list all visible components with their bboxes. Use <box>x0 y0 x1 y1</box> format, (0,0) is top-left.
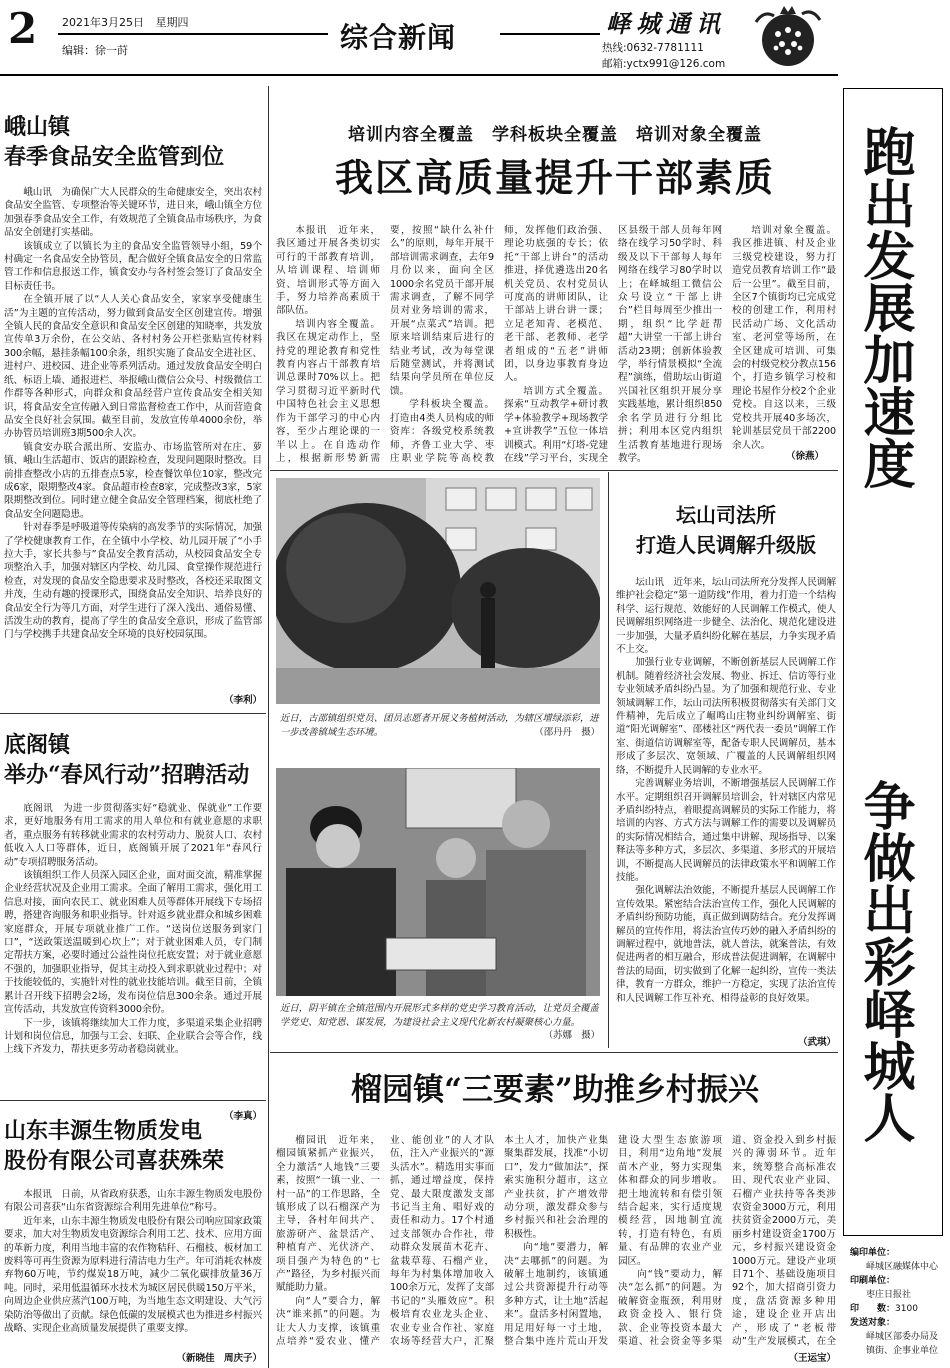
liuyuan-byline: （王运宝） <box>788 1353 836 1364</box>
article-title-line1: 坛山司法所 <box>676 503 776 527</box>
divider <box>270 470 838 471</box>
liuyuan-title: 榴园镇“三要素”助推乡村振兴 <box>351 1072 759 1108</box>
paragraph: 完善调解业务培训，不断增强基层人民调解工作水平。定期组织召开调解员培训会，针对辖区内常见矛盾纠纷特点，着眼提高调解员的实际工作能力，将培训的内容、方式方法与调解工作的需要以及调解员的实际情况相结合，通过集中讲解、现场指导、以案释法等多种方式，多层次、多渠道、多形式的开展培训，不断提高人民调解员的法律政策水平和调解工作技能。 <box>616 778 836 883</box>
paragraph: 培训内容全覆盖。我区在规定动作上，坚持党的理论教育和党性教育内容占干部教育培训总课时70%以上。把学习贯彻习近平新时代中国特色社会主义思想作为干部学习的中心内容，至少占理论课的一半以上。在自选动作上，根据新形势新需要，按照“缺什么补什么”的原则，每年开展干部培训需求调查，去年9月份以来，面向全区1000余名党员干部开展需求调查，了解不同学员对业务培训的需求，开展“点菜式”培训。把原来培训结束后进行的结业考试，改为每堂课后随堂测试，并将测试结果向学员所在单位反馈。 <box>276 225 494 464</box>
article-title-line1: 山东丰源生物质发电 <box>4 1118 203 1144</box>
party-study-illustration <box>276 768 600 996</box>
main-kicker: 培训内容全覆盖 学科板块全覆盖 培训对象全覆盖 <box>348 125 762 145</box>
photo-2-caption <box>280 1002 600 1043</box>
paragraph: 在全镇开展了以“人人关心食品安全，家家享受健康生活”为主题的宣传活动，努力做到食品安全区创建宣传。增强全镇人民的食品安全意识和食品安全区创建的知晓率，共发放宣传单3万余份，在公交站、各村村务公开栏张贴宣传材料300余幅，悬挂条幅100余条，组织实施了食品安全进社区、进村户、进校园、进企业等系列活动。通过发放食品安全明白纸、标语上墙、通报进栏、举报峨山微信公众号、村级微信工作群等各种形式，向群众和食品经营户宣传食品安全相关知识，将食品安全宣传融入到日常监督检查工作中，从而营造食品安全良好社会氛围。截至目前，发放宣传单4000余份，举办协管员培训班3期500余人次。 <box>4 294 262 440</box>
photo-1-caption <box>280 712 600 739</box>
article-title-line1: 峨山镇 <box>4 114 71 140</box>
article-title-line1: 底阁镇 <box>4 732 71 758</box>
email: 邮箱:yctx991@126.com <box>602 58 726 70</box>
page-number: 2 <box>8 4 38 53</box>
article-recruit <box>4 730 262 1123</box>
article-byline: （新晓佳 周庆子） <box>176 1353 262 1364</box>
article-body <box>4 186 262 694</box>
paragraph: 本报讯 日前，从省政府获悉，山东丰源生物质发电股份有限公司喜获“山东省资源综合利用先进单位”称号。 <box>4 1189 262 1214</box>
caption-byline: （苏娜 摄） <box>543 1030 600 1041</box>
main-title: 我区高质量提升干部素质 <box>334 155 775 200</box>
article-title-line2: 春季食品安全监管到位 <box>4 144 225 170</box>
paragraph: 向“地”要潜力，解决“去哪抓”的问题。为破解土地制约，该镇通过公共资源提升行动等多种方式，让土地“活起来”。盘活多村闲置地，用足用好每一寸土地，整合集中连片荒山开发建设大型生态旅游项目，利用“边角地”发展苗木产业，努力实现集体和群众的同步增收。把土地流转和有偿引领结合起来，实行适度规模经营，因地制宜流转，打造有特色，有质量、有品牌的农业产业园区。 <box>504 1135 722 1348</box>
paragraph: 榴园讯 近年来，榴园镇紧抓产业振兴，全力激活“人地钱”三要素，按照“一镇一业、一村一品”的工作思路，全镇形成了以石榴深产为主导，各村年间共产、旅游研产、盆景活产、种植育产、光伏济产、项目强产为特色的“七产”路径，为乡村振兴而赋能助力量。 <box>276 1135 380 1294</box>
paragraph: 培训对象全覆盖。我区推进镇、村及企业三级党校建设，努力打造党员教育培训工作“最后一公里”。截至目前，全区7个镇街均已完成党校的创建工作，利用村民活动广场、文化活动室、老河堂等场所，在全区建成可培训、可集会的村级党校分教点156个，打造乡镇学习校和理论书屋作分校2个企业党校。自这以来，三级党校共开展40多场次，轮训基层党员干部2200余人次。 <box>732 225 836 451</box>
article-food-safety <box>4 112 262 707</box>
date-text: 2021年3月25日 <box>62 16 144 29</box>
tree-planting-photo <box>276 478 600 704</box>
issue-date <box>62 14 189 30</box>
section-title: 综合新闻 <box>340 21 457 54</box>
paragraph: 培训方式全覆盖。探索“互动教学+研讨教学+体验教学+现场教学+宣讲教学”五位一体培训模式。利用“灯塔-党建在线”学习平台，实现全区县级干部人员每年网络在线学习50学时、科级及以下干部每人每年网络在线学习80学时以上；在峄城组工微信公众号设立“干部上讲台”栏目每周至少推出一期，组织“比学赶帮超”大讲堂一干部上讲台活动23期；创新体验教学，举行情景模拟“全流程”演练，借助坛山街道兴国社区组织开展分享实践基地，累计组织850余名学员进行分组比拼；利用本区党内组织生活教育基地进行现场教学。 <box>504 225 722 464</box>
paragraph: 强化调解法治效能，不断提升基层人民调解工作宣传效果。紧密结合法治宣传工作，强化人民调解的矛盾纠纷预防功能，真正做到调防结合。充分发挥调解员的宣传作用，将法治宣传巧妙的融入矛盾纠纷的调解过程中，就地普法，就人普法，就案普法，有效促进两者的相互融合，形成普法促进调解，在调解中普法的局面，切实做到了化解一起纠纷，宣传一类法律，教育一方群众，维护一方稳定，实现了法治宣传和人民调解工作互补充、相得益彰的良好效果。 <box>616 885 836 1004</box>
tree-planting-illustration <box>276 478 600 704</box>
divider <box>270 1052 838 1053</box>
paragraph: 加强行业专业调解，不断创新基层人民调解工作机制。随着经济社会发展、物业、拆迁、信访等行业专业领域矛盾纠纷凸显。为了加强和规范行业、专业领域调解工作，坛山司法所积极贯彻落实有关部门文件精神，先后成立了崛鸣山庄物业纠纷调解室、街道“阳光调解室”、邵楼社区“两代表一委员”调解工作室、街道信访调解室等，配备专职人民调解员，基本形成了多层次、宽领域、广覆盖的人民调解组织网络，不断提升人民调解的专业水平。 <box>616 657 836 776</box>
article-byline: （李真） <box>224 1111 262 1122</box>
paper-name: 峄城通讯 <box>606 9 726 38</box>
colophon-recipients-label: 发送对象： <box>850 1318 896 1328</box>
paragraph: 近年来，山东丰源生物质发电股份有限公司响应国家政策要求，加大对生物质发电资源综合利用工艺、技术、应用方面的革新力度，利用当地丰富的农作物秸秆、石榴枝、板材加工废料等可再生资源为原料进行清洁电力生产。年可消耗农林废弃物60万吨，节约煤炭18万吨，减少二氧化碳排放量36万吨。同时，采用低温循环水技术为城区居民供暖150万平米，向周边企业供应蒸汽100万吨，为当地生态文明建设、大气污染防治等做出了贡献。绿色低碳的发展模式也为推进乡村振兴战略、实现企业高质量发展提供了重要支撑。 <box>4 1215 262 1335</box>
paragraph: 镇食安办联合派出所、安监办、市场监管所对在庄、萝镇、峨山生活超市、饭店的跟踪检查，发现问题限时整改。目前排查整改小店的五排查点5家，检查餐饮单位10家，整改完成6家，限期整改4家。食品超市检查8家，完成整改3家，5家限期整改到位。同时建立健全食品安全管理档案，彻底杜绝了食品安全问题隐患。 <box>4 441 262 520</box>
article-byline: （李利） <box>224 695 262 706</box>
hotline: 热线:0632-7781111 <box>602 42 704 54</box>
sidebar-banner <box>843 88 943 1236</box>
pomegranate-icon <box>748 2 828 70</box>
banner-line-1: 跑出发展加速度 <box>854 125 915 489</box>
paragraph: 底阁讯 为进一步贯彻落实好“稳就业、保就业”工作要求，更好地服务有用工需求的用人单位和有就业意愿的求职者，重点服务有转移就业需求的农村劳动力、脱贫人口、农村低收入人口等群体，近日，底阁镇开展了2021年“春风行动”专项招聘服务活动。 <box>4 803 262 868</box>
article-power <box>4 1116 262 1365</box>
article-title-line2: 举办“春风行动”招聘活动 <box>4 762 250 788</box>
paragraph: 峨山讯 为确保广大人民群众的生命健康安全，突出农村食品安全监管、专项整治等关键环节，进日来，峨山镇全方位加强春季食品安全工作，有效规范了全镇食品市场秩序，为食品安全创建打实基础。 <box>4 187 262 239</box>
colophon <box>850 1246 946 1358</box>
article-mediation <box>616 500 836 1049</box>
copies-label: 印 数： <box>850 1304 896 1314</box>
mediation-column-rule <box>608 472 609 1048</box>
caption-text: 近日，古邵镇组织党员、团员志愿者开展义务植树活动，为辖区增绿添彩，进一步改善镇域生态环境。 <box>280 713 599 738</box>
colophon-copies <box>850 1302 946 1316</box>
colophon-recipients: 峄城区部委办局及镇街、企事业单位 <box>866 1332 939 1356</box>
paragraph: 坛山讯 近年来，坛山司法所充分发挥人民调解维护社会稳定“第一道防线”作用，着力打造一个结构科学、运行规范、效能好的人民调解工作模式，使人民调解组织网络进一步健全、法治化、规范化建设进一步加强，大量矛盾纠纷化解在基层，力争实现矛盾不上交。 <box>616 577 836 656</box>
liuyuan-article-body <box>276 1134 836 1350</box>
article-body <box>616 576 836 1036</box>
masthead-rule-right <box>500 33 600 35</box>
paragraph: 向“钱”要动力，解决“怎么抓”的问题。为破解资金瓶颈，利用财政资金投入、银行贷款、企业等投资本最大渠道、社会资金等多渠道、资金投入到乡村振兴的薄弱环节。近年来，统筹整合高标准农田、现代农业产业园、石榴产业扶持等各类涉农资金3000万元，利用扶贫资金2000万元，美丽乡村建设资金1700万元，乡村振兴建设资金1000万元。建设产业项目71个、基础设施项目92个，加大招商引资力度，盘活资源多种用途，建设企业开店出产，形成了“老板带动”生产发展模式，在全 <box>618 1135 836 1348</box>
masthead-rule-left <box>58 33 328 35</box>
main-byline: （徐燕） <box>786 451 824 462</box>
caption-text: 近日，阴平镇在全镇范围内开展形式多样的党史学习教育活动，让党员全覆盖学党史、知党恩、谋发展，为建设社会主义现代化新农村凝聚核心力量。 <box>280 1003 599 1028</box>
article-body <box>4 1188 262 1352</box>
article-body <box>4 802 262 1110</box>
paragraph: 学科板块全覆盖。打造由4类人员构成的师资库：各级党校系统教师，齐鲁工业大学、枣庄职业学院等高校教师，发挥他们政治强、理论功底强的专长；依托“干部上讲台”的活动推进，择优遴选出20名机关党员、农村党员认可度高的讲师团队，让干部站上讲台讲一课；立足老知青、老模范、老干部、老教师、老学者组成的“五老”讲师团，以身边事教育身边人。 <box>390 225 608 464</box>
article-title-line2: 打造人民调解升级版 <box>636 533 816 557</box>
colophon-editor: 峄城区融媒体中心 <box>866 1262 939 1272</box>
paragraph: 该镇组织工作人员深入园区企业，面对面交流，精准掌握企业经营状况及企业用工需求。全面了解用工需求，强化用工信息对接，面向农民工、就业困难人员等群体开展线下专场招聘，搭建咨询服务和职业指导。针对返乡就业群众和城乡困难家庭群众，开展专项就业推广工作。“送岗位送服务到家门口”，“送政策送温暖到心坎上”；对于就业困难人员，专门制定帮扶方案，必要时通过公益性岗位托底安置；对于就业意愿不强的，加强职业指导，促其主动投入到求职就业过程中；对于技能较低的，实施针对性的就业技能培训。截至目前，全镇累计召开线下招聘会2场，发布岗位信息300余条。通过开展宣传活动，共发放宣传资料3000余份。 <box>4 870 262 1016</box>
paragraph: 下一步，该镇将继续加大工作力度，多渠道采集企业招聘计划和岗位信息，加强与工会、妇联、企业联合会等合作，线上线下齐发力，帮扶更多劳动者稳岗就业。 <box>4 1017 262 1056</box>
article-byline: （武琪） <box>798 1037 836 1048</box>
colophon-editor-label: 编印单位： <box>850 1248 896 1258</box>
divider <box>0 1100 266 1101</box>
party-study-photo <box>276 768 600 996</box>
paragraph: 本报讯 近年来，我区通过开展各类切实可行的干部教育培训，从培训课程、培训师资、培训形式等方面入手，努力培养高素质干部队伍。 <box>276 225 380 317</box>
masthead-bottom-rule <box>0 74 838 76</box>
left-column-rule <box>268 86 269 1368</box>
caption-byline: （邵丹丹 摄） <box>534 726 600 738</box>
main-article-body <box>276 224 836 468</box>
colophon-printer-label: 印刷单位： <box>850 1276 896 1286</box>
weekday-text: 星期四 <box>155 16 189 29</box>
paragraph: 向“人”要合力，解决“谁来抓”的问题。为让大人力支撑，该镇重点培养“爱农业、懂产业、能创业”的人才队伍，注入产业振兴的“源头活水”。精选用实事而抓，通过增益度，保持党、最大限度激发支部书记当主角、唱好戏的责任和动力。17个村通过支部领办合作社，带动群众发展苗木花卉、盆栽草莓、石榴产业，每年为村集体增加收入100余万元，发挥了支部书记的“头雁效应”。积极培育农业龙头企业、农业专业合作社、家庭农场等经营大户，汇聚本土人才，加快产业集聚集群发展，找准“小切口”，发力“做加法”，探索实施积分超市，这立产业扶贫，扩产增效带动分项，激发群众参与乡村振兴和社会治理的积极性。 <box>276 1135 608 1348</box>
copies-value: 3100 <box>895 1304 918 1314</box>
article-title-line2: 股份有限公司喜获殊荣 <box>4 1148 225 1174</box>
paragraph: 针对春季是呼吸道等传染病的高发季节的实际情况，加强了学校健康教育工作，在全镇中小学校、幼儿园开展了“小手拉大手，家长共参与”食品安全教育活动，从校园食品安全专项整治入手，加强对辖区内学校、幼儿园、食堂操作规范进行检查，对发现的食品安全隐患要求及时整改，各校还采取图文并茂，生动有趣的授课形式，围绕食品安全知识、培养良好的食品安全行为等几方面，对学生进行了深入浅出、通俗易懂、活泼生动的教育，提高了学生的食品安全意识，形成了监管部门与学校携手共建食品安全环境的良好校园氛围。 <box>4 522 262 641</box>
banner-line-2: 争做出彩峄城人 <box>854 779 915 1143</box>
editor-name: 编辑：徐一莳 <box>62 44 128 57</box>
paragraph: 该镇成立了以镇长为主的食品安全监管领导小组，59个村确定一名食品安全协管员，配合做好全镇食品安全的日常监管工作和信息报送工作，镇食安办与各村签会签订了食品安全目标责任书。 <box>4 240 262 292</box>
colophon-printer: 枣庄日报社 <box>866 1290 912 1300</box>
masthead <box>0 0 950 78</box>
divider <box>0 713 266 714</box>
